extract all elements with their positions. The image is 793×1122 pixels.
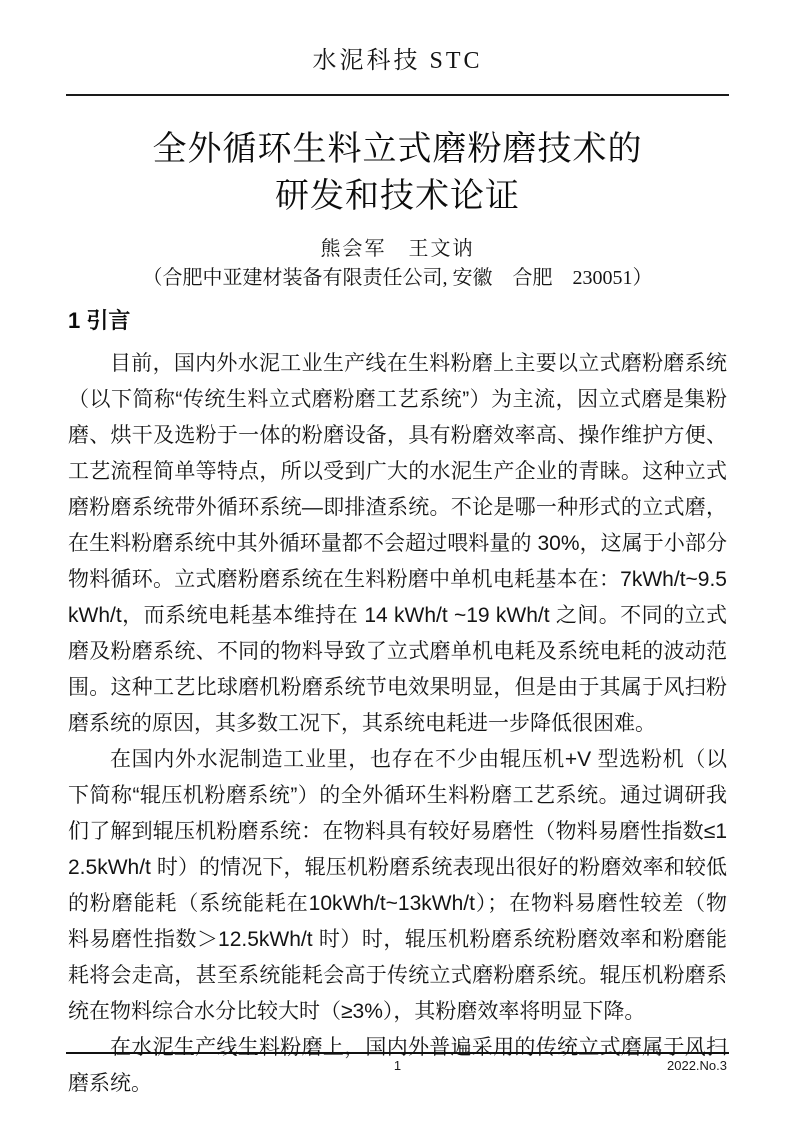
- article-body: [68, 306, 727, 1102]
- paragraph-1: 目前，国内外水泥工业生产线在生料粉磨上主要以立式磨粉磨系统（以下简称“传统生料立式磨粉磨工艺系统”）为主流，因立式磨是集粉磨、烘干及选粉于一体的粉磨设备，具有粉磨效率高、操作维护方便、工艺流程简单等特点，所以受到广大的水泥生产企业的青睐。这种立式磨粉磨系统带外循环系统—即排渣系统。不论是哪一种形式的立式磨，在生料粉磨系统中其外循环量都不会超过喂料量的 30%，这属于小部分物料循环。立式磨粉磨系统在生料粉磨中单机电耗基本在：7kWh/t~9.5kWh/t，而系统电耗基本维持在 14 kWh/t ~19 kWh/t 之间。不同的立式磨及粉磨系统、不同的物料导致了立式磨单机电耗及系统电耗的波动范围。这种工艺比球磨机粉磨系统节电效果明显，但是由于其属于风扫粉磨系统的原因，其多数工况下，其系统电耗进一步降低很困难。: [68, 352, 727, 735]
- journal-title: 水泥科技 STC: [312, 48, 483, 74]
- issue-label: 2022.No.3: [667, 1058, 727, 1073]
- affiliation-line: （合肥中亚建材装备有限责任公司, 安徽 合肥 230051）: [142, 267, 653, 289]
- article-title-line-1: 全外循环生料立式磨粉磨技术的: [152, 130, 643, 168]
- section-heading-introduction: 1 引言: [68, 308, 131, 333]
- article-front-matter: [66, 126, 729, 292]
- article-title-line-2: 研发和技术论证: [275, 177, 520, 215]
- header-rule: [66, 94, 729, 96]
- paragraph-3: 在水泥生产线生料粉磨上，国内外普遍采用的传统立式磨属于风扫磨系统。: [68, 1036, 727, 1095]
- article-title: [66, 126, 729, 220]
- page-footer: [66, 1052, 729, 1082]
- paragraph-2: 在国内外水泥制造工业里，也存在不少由辊压机+V 型选粉机（以下简称“辊压机粉磨系统”）的全外循环生料粉磨工艺系统。通过调研我们了解到辊压机粉磨系统：在物料具有较好易磨性（物料易磨性指数≤12.5kWh/t 时）的情况下，辊压机粉磨系统表现出很好的粉磨效率和较低的粉磨能耗（系统能耗在10kWh/t~13kWh/t）；在物料易磨性较差（物料易磨性指数＞12.5kWh/t 时）时，辊压机粉磨系统粉磨效率和粉磨能耗将会走高，甚至系统能耗会高于传统立式磨粉磨系统。辊压机粉磨系统在物料综合水分比较大时（≥3%），其粉磨效率将明显下降。: [68, 748, 727, 1023]
- authors-line: 熊会军 王文讷: [320, 238, 475, 260]
- page-number: 1: [393, 1058, 402, 1073]
- journal-header: [66, 0, 729, 104]
